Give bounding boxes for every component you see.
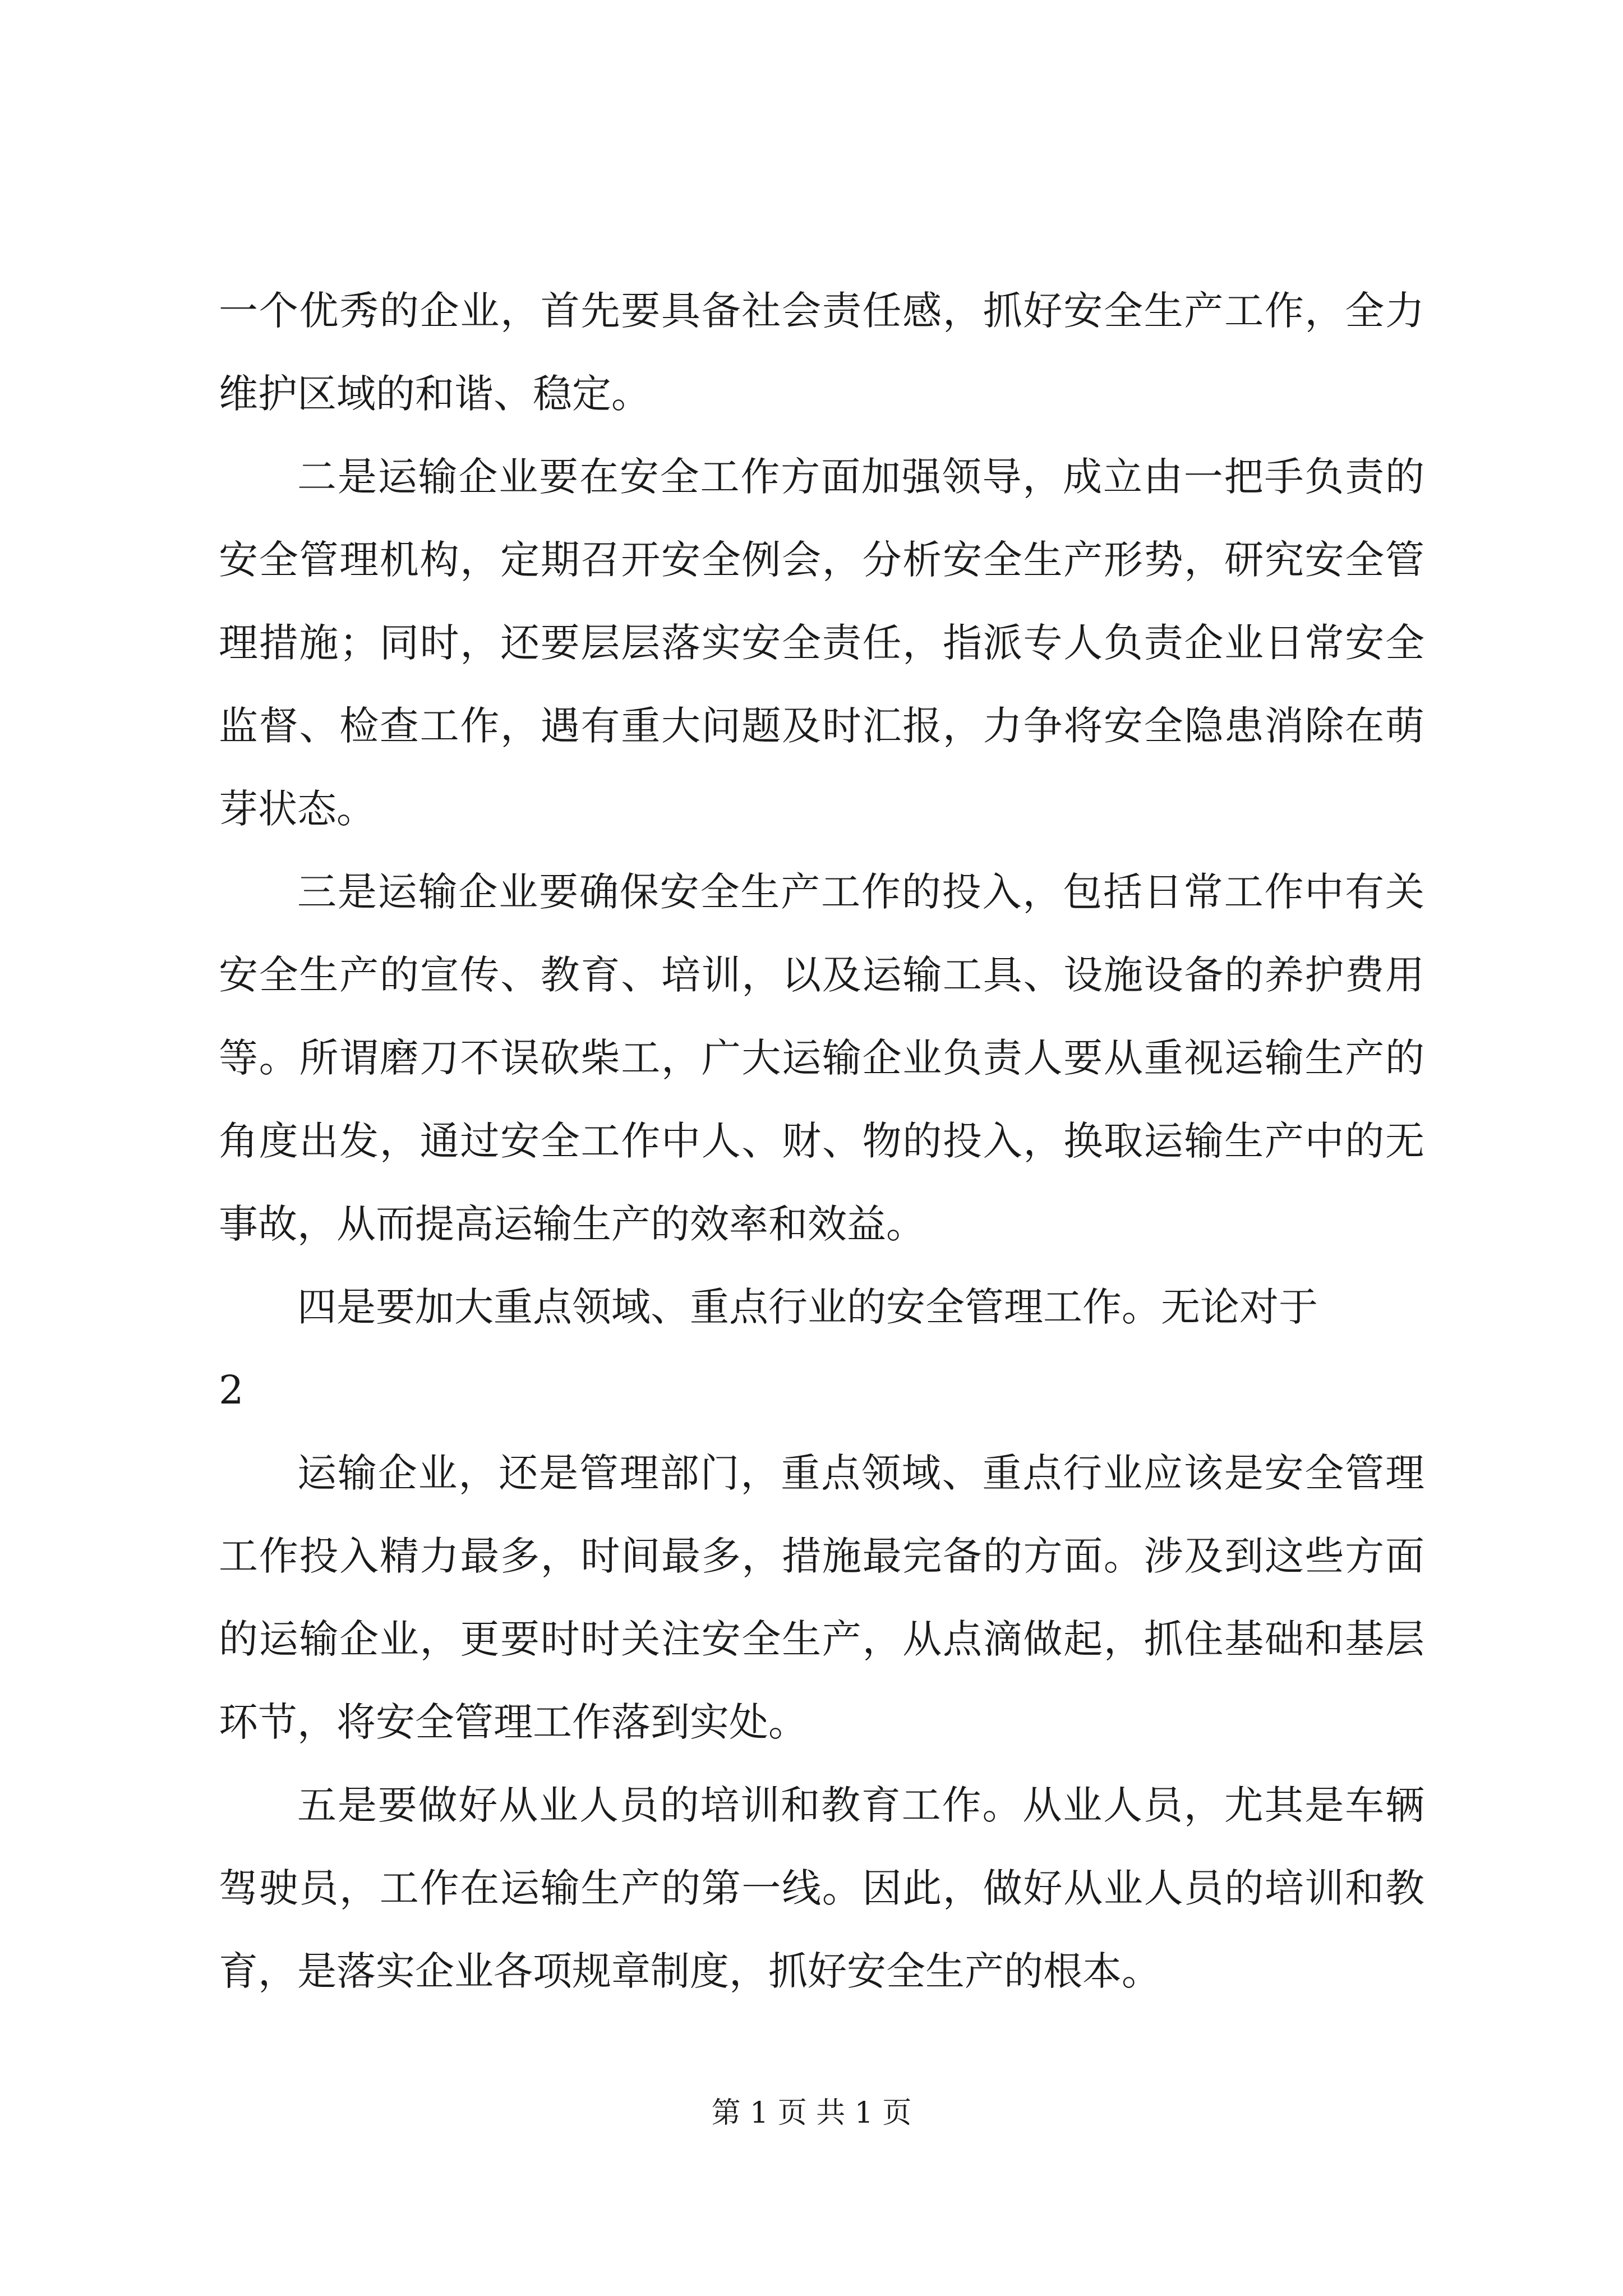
paragraph-intro-continuation: 一个优秀的企业，首先要具备社会责任感，抓好安全生产工作，全力维护区域的和谐、稳定。	[219, 288, 1424, 417]
inline-page-number: 2	[219, 1367, 244, 1413]
paragraph-point-four: 四是要加大重点领域、重点行业的安全管理工作。无论对于	[297, 1284, 1318, 1330]
paragraph-point-five: 五是要做好从业人员的培训和教育工作。从业人员，尤其是车辆驾驶员，工作在运输生产的第一线。因此，做好从业人员的培训和教育，是落实企业各项规章制度，抓好安全生产的根本。	[219, 1782, 1424, 1994]
paragraph-point-three: 三是运输企业要确保安全生产工作的投入，包括日常工作中有关安全生产的宣传、教育、培训，以及运输工具、设施设备的养护费用等。所谓磨刀不误砍柴工，广大运输企业负责人要从重视运输生产的角度出发，通过安全工作中人、财、物的投入，换取运输生产中的无事故，从而提高运输生产的效率和效益。	[219, 869, 1424, 1247]
paragraph-point-two: 二是运输企业要在安全工作方面加强领导，成立由一把手负责的安全管理机构，定期召开安全例会，分析安全生产形势，研究安全管理措施；同时，还要层层落实安全责任，指派专人负责企业日常安全监督、检查工作，遇有重大问题及时汇报，力争将安全隐患消除在萌芽状态。	[219, 454, 1424, 832]
document-body	[219, 269, 1424, 2013]
paragraph-point-four-continued: 运输企业，还是管理部门，重点领域、重点行业应该是安全管理工作投入精力最多，时间最多，措施最完备的方面。涉及到这些方面的运输企业，更要时时关注安全生产，从点滴做起，抓住基础和基层环节，将安全管理工作落到实处。	[219, 1450, 1424, 1745]
page-footer: 第 1 页 共 1 页	[711, 2096, 912, 2130]
